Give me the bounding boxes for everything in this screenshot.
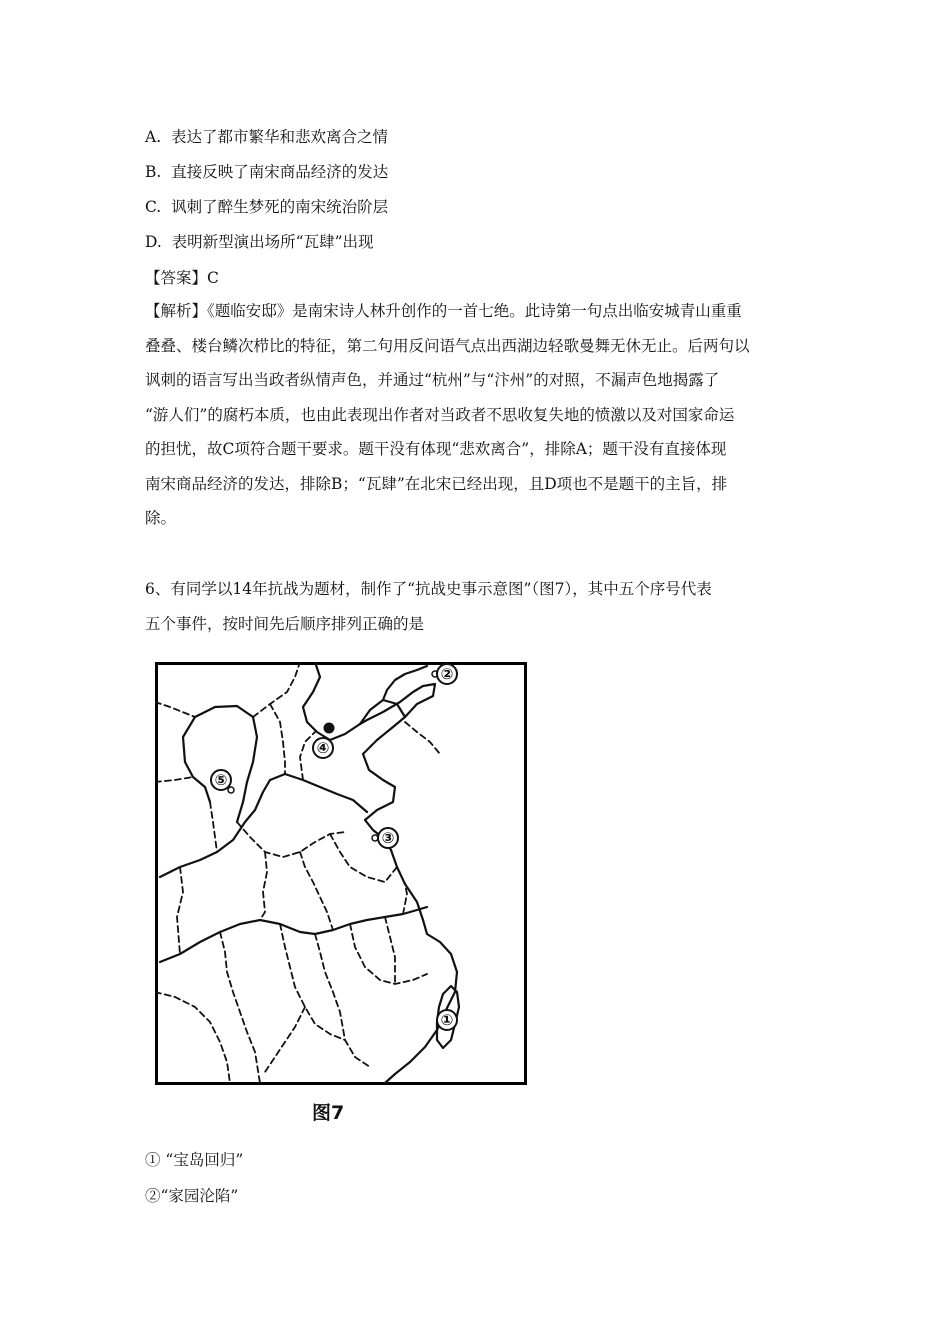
option-letter: C. — [145, 198, 162, 216]
border — [155, 992, 230, 1083]
border — [155, 777, 193, 782]
option-text: 表达了都市繁华和悲欢离合之情 — [170, 128, 388, 146]
analysis-line: 南宋商品经济的发达，排除B；“瓦肆”在北宋已经出现，且D项也不是题干的主旨，排 — [145, 474, 728, 493]
option-c — [145, 197, 388, 217]
figure-7-map — [155, 662, 527, 1088]
answer-value: C — [207, 269, 219, 287]
river-loop — [195, 706, 257, 822]
analysis-line: 讽刺的语言写出当政者纵情声色，并通过“杭州”与“汴州”的对照，不漏声色地揭露了 — [145, 371, 720, 389]
border — [300, 852, 333, 930]
border — [280, 924, 345, 1040]
marker-2 — [432, 664, 457, 684]
border — [237, 822, 345, 857]
border — [385, 917, 395, 984]
border — [405, 722, 440, 754]
marker-1 — [437, 1010, 457, 1030]
event-item-2: ②“家园沦陷” — [145, 1187, 239, 1205]
option-text: 讽刺了醉生梦死的南宋统治阶层 — [171, 198, 389, 216]
svg-text:①: ① — [440, 1011, 454, 1029]
svg-text:④: ④ — [316, 739, 330, 757]
svg-text:③: ③ — [381, 829, 395, 847]
analysis-line: 【解析】《题临安邸》是南宋诗人林升创作的一首七绝。此诗第一句点出临安城青山重重 — [145, 302, 742, 320]
svg-text:⑤: ⑤ — [214, 771, 228, 789]
border — [403, 884, 407, 914]
option-a — [145, 127, 388, 147]
yellow-river — [160, 774, 367, 877]
question-line: 6、有同学以14年抗战为题材，制作了“抗战史事示意图”（图7），其中五个序号代表 — [145, 580, 712, 598]
border — [210, 802, 217, 852]
option-letter: A. — [145, 128, 162, 146]
border — [177, 867, 183, 954]
analysis-paragraph — [145, 294, 810, 536]
analysis-line: 的担忧，故C项符合题干要求。题干没有体现“悲欢离合”，排除A；题干没有直接体现 — [145, 440, 727, 458]
event-item-1: ① “宝岛回归” — [145, 1151, 244, 1169]
option-text: 直接反映了南宋商品经济的发达 — [171, 163, 389, 181]
marker-5 — [211, 770, 234, 793]
border — [300, 732, 315, 780]
answer-label: 【答案】 — [145, 269, 208, 287]
option-text: 表明新型演出场所“瓦肆”出现 — [171, 233, 374, 251]
river-loop-2 — [183, 717, 210, 802]
option-d — [145, 232, 374, 252]
option-b — [145, 162, 388, 182]
border — [315, 934, 370, 1067]
option-letter: B. — [145, 163, 162, 181]
border — [253, 662, 300, 717]
question-6 — [145, 572, 810, 641]
analysis-line: 除。 — [145, 509, 177, 527]
question-line: 五个事件，按时间先后顺序排列正确的是 — [145, 614, 425, 633]
border — [265, 1007, 305, 1072]
map-svg — [155, 662, 527, 1088]
svg-text:②: ② — [440, 665, 454, 683]
figure-caption: 图7 — [312, 1102, 345, 1124]
peninsula — [360, 684, 435, 724]
border — [260, 852, 267, 920]
border — [155, 702, 195, 717]
marker-4 — [313, 723, 334, 758]
option-letter: D. — [145, 233, 162, 251]
liaodong — [383, 666, 427, 700]
answer-line — [145, 268, 219, 288]
yangtze — [160, 907, 427, 962]
border — [270, 704, 285, 774]
analysis-line: “游人们”的腐朽本质，也由此表现出作者对当政者不思收复失地的愤激以及对国家命运 — [145, 405, 735, 424]
analysis-line: 叠叠、楼台鳞次栉比的特征，第二句用反问语气点出西湖边轻歌曼舞无休无止。后两句以 — [145, 336, 750, 355]
